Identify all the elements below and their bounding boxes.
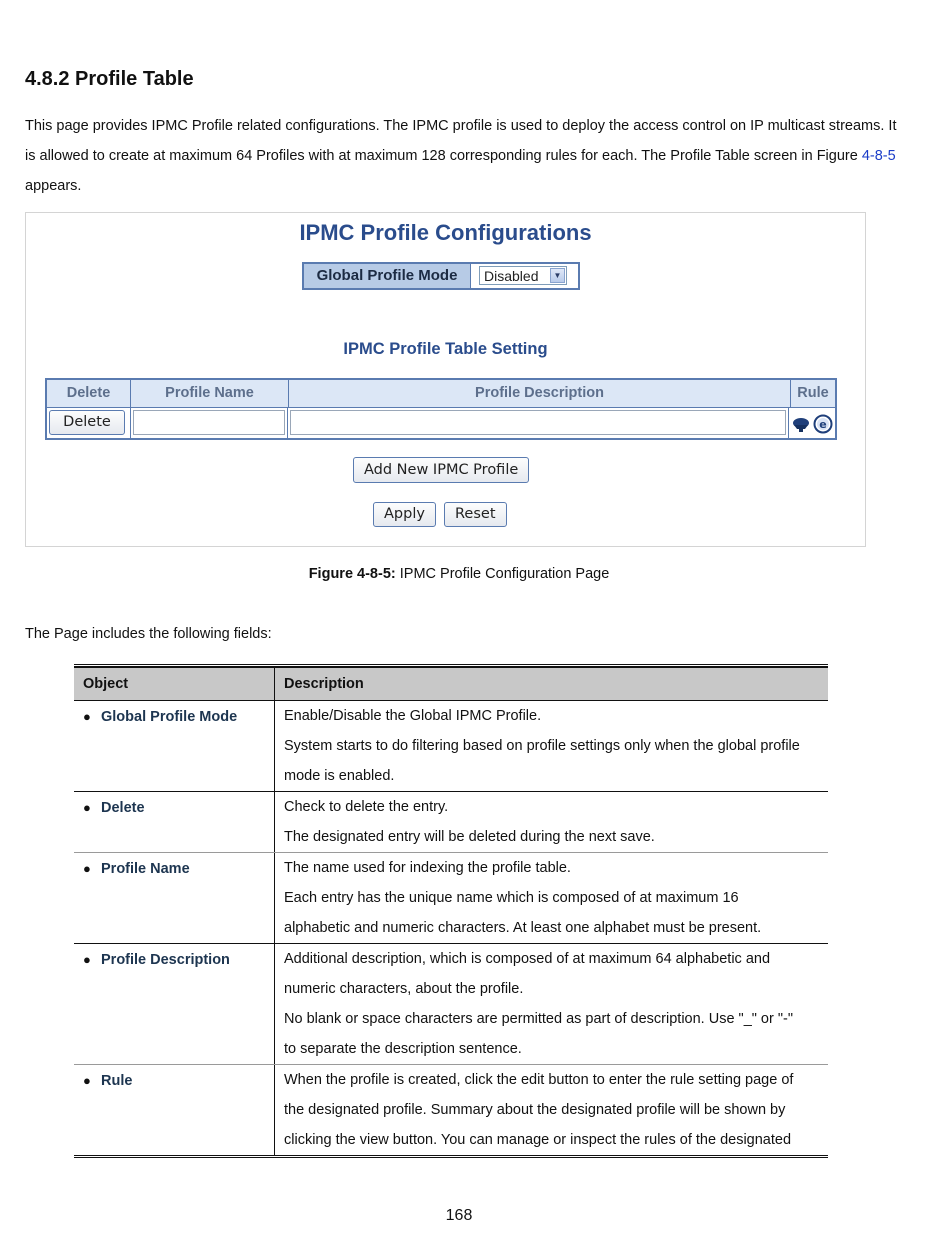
rule-cell: [789, 408, 835, 439]
header-object: Object: [74, 668, 275, 700]
col-delete: Delete: [47, 380, 131, 407]
object-name: Profile Description: [101, 952, 230, 968]
intro-text-end: appears.: [25, 178, 82, 194]
object-cell: [74, 792, 275, 852]
caption-text: IPMC Profile Configuration Page: [395, 566, 610, 582]
edit-icon[interactable]: [813, 414, 833, 434]
object-name: Rule: [101, 1073, 133, 1089]
description-line: Enable/Disable the Global IPMC Profile.: [284, 708, 542, 724]
object-name: Profile Name: [101, 861, 190, 877]
table-row: [74, 853, 828, 944]
description-line: alphabetic and numeric characters. At least one alphabet must be present.: [284, 920, 762, 936]
description-cell: [275, 1065, 828, 1155]
global-profile-mode-select[interactable]: [479, 266, 567, 285]
col-profile-description: Profile Description: [289, 380, 791, 407]
apply-button[interactable]: Apply: [373, 502, 436, 527]
profile-name-input[interactable]: [133, 410, 286, 435]
description-cell: [275, 792, 828, 852]
section-heading: 4.8.2 Profile Table: [25, 68, 194, 90]
description-line: No blank or space characters are permitted as part of description. Use "_" or "-": [284, 1011, 793, 1027]
description-cell: [275, 853, 828, 943]
svg-text:e: e: [819, 418, 827, 431]
bullet-icon: ●: [83, 800, 91, 815]
page-number: 168: [445, 1207, 473, 1224]
description-line: clicking the view button. You can manage or inspect the rules of the designated: [284, 1132, 792, 1148]
fields-table-header: [74, 668, 828, 701]
object-cell: [74, 701, 275, 791]
description-line: mode is enabled.: [284, 768, 395, 784]
table-setting-title: IPMC Profile Table Setting: [343, 340, 548, 358]
intro-text: This page provides IPMC Profile related configurations. The IPMC profile is used to deploy the access control on IP multicast streams. It is allowed to create at maximum 64 Profiles with at maximum 128 corresponding rules for each. The Profile Table screen in Figure: [25, 118, 897, 164]
delete-button[interactable]: Delete: [49, 410, 125, 435]
description-line: The designated entry will be deleted during the next save.: [284, 829, 655, 845]
navigate-icon[interactable]: [791, 415, 811, 433]
object-cell: [74, 1065, 275, 1155]
bullet-icon: ●: [83, 861, 91, 876]
description-line: to separate the description sentence.: [284, 1041, 522, 1057]
description-line: Additional description, which is composed of at maximum 64 alphabetic and: [284, 951, 771, 967]
description-line: When the profile is created, click the edit button to enter the rule setting page of: [284, 1072, 794, 1088]
table-row: [47, 408, 835, 439]
bullet-icon: ●: [83, 952, 91, 967]
description-cell: [275, 944, 828, 1064]
description-cell: [275, 701, 828, 791]
figure-caption: [0, 566, 918, 582]
fields-table: [74, 664, 828, 1158]
profile-table: [45, 378, 837, 440]
description-line: numeric characters, about the profile.: [284, 981, 524, 997]
figure-link[interactable]: 4-8-5: [861, 148, 896, 164]
profile-description-input[interactable]: [290, 410, 786, 435]
chevron-down-icon[interactable]: ▼: [550, 268, 565, 283]
header-description: Description: [284, 676, 364, 692]
table-row: [74, 1065, 828, 1158]
description-line: Check to delete the entry.: [284, 799, 449, 815]
description-line: Each entry has the unique name which is composed of at maximum 16: [284, 890, 739, 906]
global-profile-mode-table: [302, 262, 580, 290]
fields-intro: The Page includes the following fields:: [25, 626, 272, 642]
bullet-icon: ●: [83, 709, 91, 724]
profile-name-cell: [131, 408, 289, 439]
table-row: [74, 792, 828, 853]
object-cell: [74, 944, 275, 1064]
col-profile-name: Profile Name: [131, 380, 289, 407]
description-line: the designated profile. Summary about the designated profile will be shown by: [284, 1102, 786, 1118]
object-cell: [74, 853, 275, 943]
table-row: [74, 944, 828, 1065]
object-name: Global Profile Mode: [101, 709, 238, 725]
object-name: Delete: [101, 800, 145, 816]
profile-description-cell: [288, 408, 789, 439]
bullet-icon: ●: [83, 1073, 91, 1088]
profile-table-header: [47, 380, 835, 408]
intro-paragraph: [25, 111, 905, 201]
reset-button[interactable]: Reset: [444, 502, 507, 527]
global-profile-mode-cell: [471, 264, 578, 288]
col-rule: Rule: [797, 385, 829, 401]
global-profile-mode-label: Global Profile Mode: [304, 264, 471, 288]
add-new-profile-button[interactable]: Add New IPMC Profile: [353, 457, 529, 483]
caption-label: Figure 4-8-5:: [308, 566, 396, 582]
config-title: IPMC Profile Configurations: [299, 220, 592, 245]
select-value: Disabled: [484, 267, 539, 284]
description-line: The name used for indexing the profile table.: [284, 860, 571, 876]
screenshot-panel: [25, 212, 866, 547]
table-row: [74, 701, 828, 792]
description-line: System starts to do filtering based on profile settings only when the global profile: [284, 738, 800, 754]
delete-cell: [47, 408, 131, 439]
